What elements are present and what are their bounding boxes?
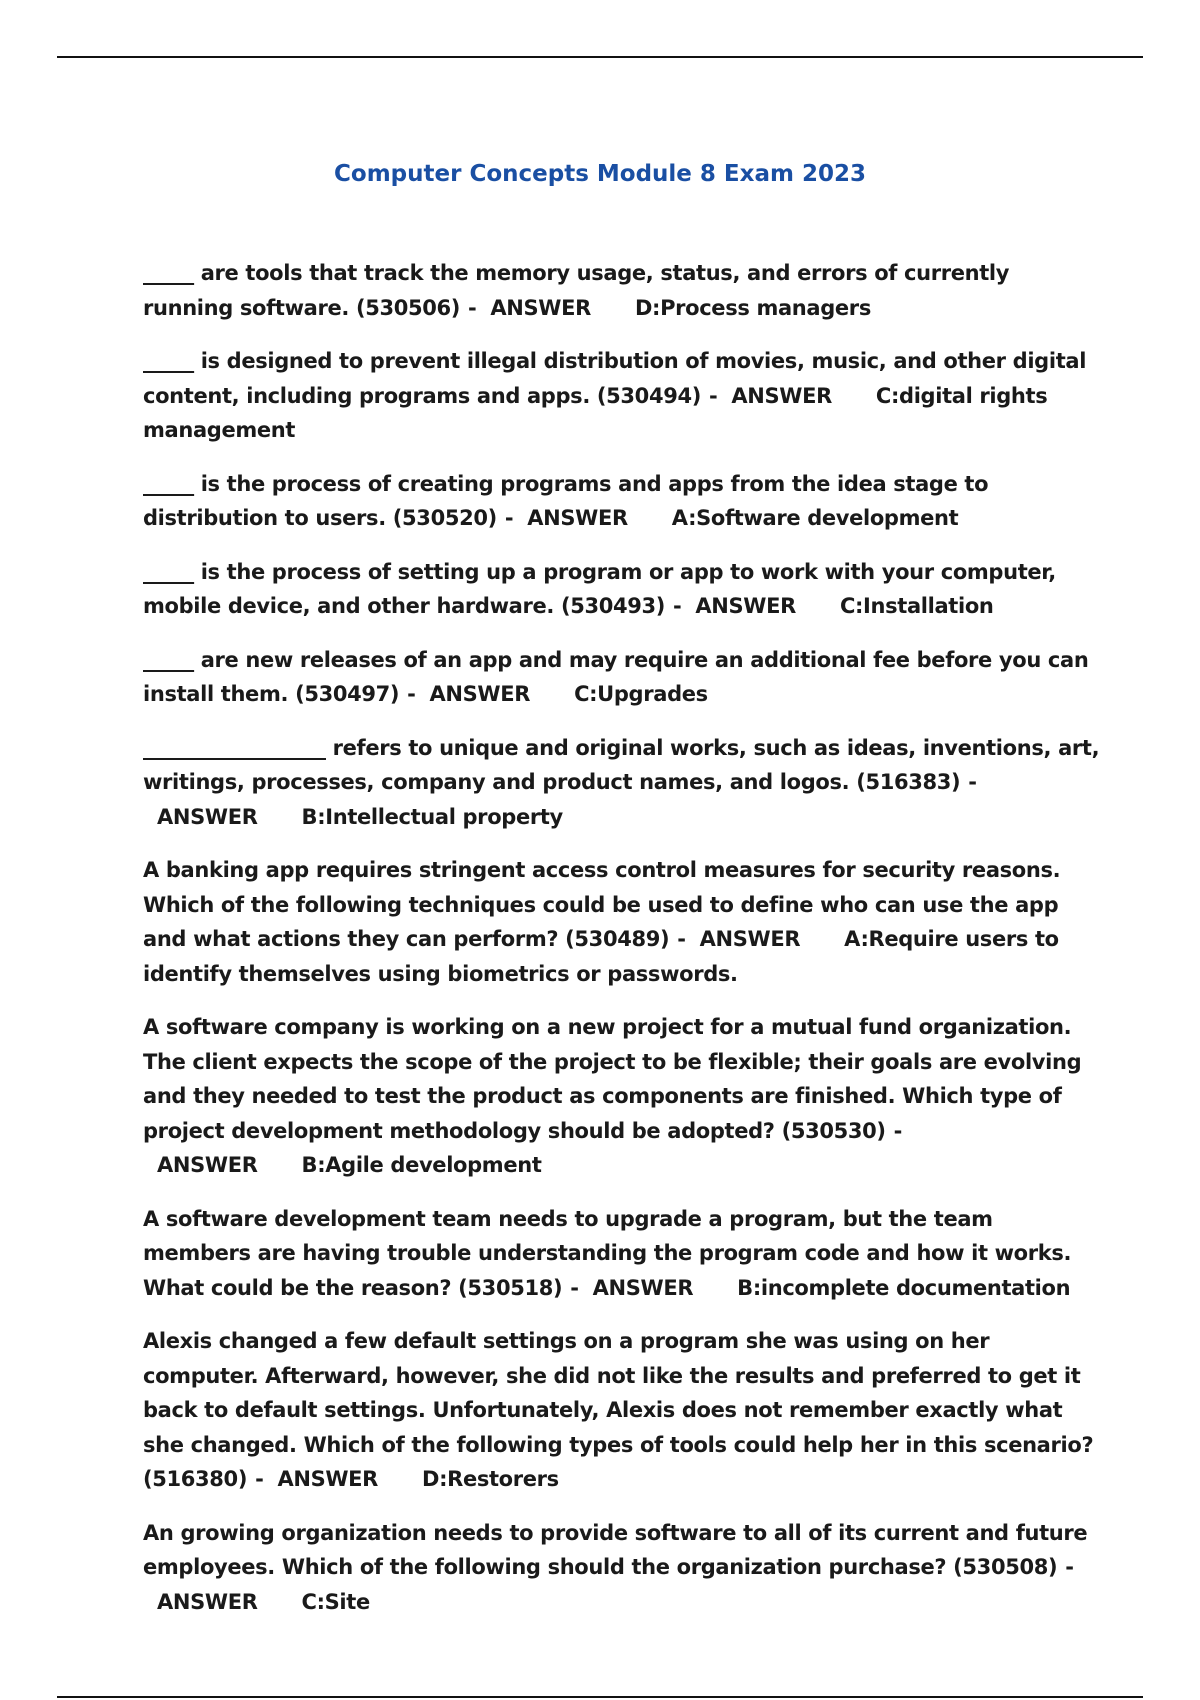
- qa-item: [143, 1202, 1100, 1306]
- answer-label: ANSWER: [157, 804, 258, 829]
- separator: -: [255, 1467, 264, 1491]
- qa-item: [143, 467, 1100, 536]
- question-text: __________________ refers to unique and original works, such as ideas, inventions, art, writings, processes, company and product names, and logos. (516383): [143, 735, 1100, 794]
- question-text: _____ is the process of setting up a program or app to work with your computer, mobile device, and other hardware. (530493): [143, 559, 1056, 618]
- answer-label: ANSWER: [731, 383, 832, 408]
- answer-label: ANSWER: [157, 1153, 258, 1177]
- question-text: Alexis changed a few default settings on a program she was using on her computer. Afterward, however, she did not like the results and preferred to get it back to default settings. Unfortunately, Alexis does not remember exactly what she changed. Which of the following types of tools could help her in this scenario? (516380): [143, 1329, 1094, 1491]
- answer-text: C:Installation: [839, 594, 994, 618]
- answer-text: D:Restorers: [422, 1467, 559, 1491]
- separator: -: [673, 594, 682, 618]
- qa-item: [143, 555, 1100, 624]
- qa-item: [143, 643, 1100, 712]
- answer-text: C:Site: [301, 1589, 370, 1614]
- qa-item: [143, 1010, 1100, 1183]
- separator: -: [407, 682, 416, 706]
- question-text: A software company is working on a new project for a mutual fund organization. The client expects the scope of the project to be flexible; their goals are evolving and they needed to test the product as components are finished. Which type of project development methodology should be adopted? (530530): [143, 1015, 1082, 1143]
- qa-item: [143, 853, 1100, 991]
- answer-text: B:Agile development: [301, 1153, 542, 1177]
- answer-text: A:Require users to identify themselves using biometrics or passwords.: [143, 927, 1059, 986]
- answer-text: A:Software development: [671, 506, 959, 530]
- question-text: A software development team needs to upgrade a program, but the team members are having trouble understanding the program code and how it works. What could be the reason? (530518): [143, 1206, 1072, 1300]
- question-text: An growing organization needs to provide software to all of its current and future employees. Which of the following should the organization purchase? (530508): [143, 1520, 1088, 1579]
- qa-item: [143, 1324, 1100, 1497]
- question-text: A banking app requires stringent access control measures for security reasons. Which of the following techniques could be used to define who can use the app and what actions they can perform? (530489): [143, 858, 1061, 951]
- question-text: _____ are tools that track the memory usage, status, and errors of currently running software. (530506): [143, 261, 1010, 320]
- bottom-rule: [57, 1696, 1143, 1698]
- separator: -: [708, 383, 718, 408]
- qa-item: [143, 731, 1100, 835]
- qa-item: [143, 256, 1100, 325]
- top-rule: [57, 56, 1143, 58]
- qa-item: [143, 1516, 1100, 1620]
- question-text: _____ are new releases of an app and may require an additional fee before you can install them. (530497): [143, 647, 1089, 706]
- question-text: _____ is the process of creating programs and apps from the idea stage to distribution to users. (530520): [143, 471, 989, 530]
- separator: -: [968, 770, 977, 794]
- answer-label: ANSWER: [527, 506, 628, 530]
- separator: -: [893, 1118, 903, 1143]
- answer-text: B:Intellectual property: [301, 804, 563, 829]
- separator: -: [1065, 1555, 1074, 1579]
- separator: -: [468, 295, 477, 320]
- document-title: Computer Concepts Module 8 Exam 2023: [334, 161, 866, 188]
- answer-text: B:incomplete documentation: [737, 1275, 1071, 1300]
- separator: -: [570, 1275, 579, 1300]
- answer-text: C:digital rights management: [143, 383, 1048, 442]
- answer-label: ANSWER: [592, 1275, 694, 1300]
- answer-label: ANSWER: [157, 1589, 258, 1614]
- answer-label: ANSWER: [699, 927, 801, 951]
- answer-label: ANSWER: [490, 295, 591, 320]
- answer-label: ANSWER: [429, 682, 531, 706]
- question-list: [143, 256, 1100, 1638]
- answer-text: D:Process managers: [634, 295, 871, 320]
- answer-label: ANSWER: [277, 1467, 378, 1491]
- question-text: _____ is designed to prevent illegal distribution of movies, music, and other digital content, including programs and apps. (530494): [143, 349, 1087, 408]
- separator: -: [677, 927, 686, 951]
- answer-label: ANSWER: [695, 594, 796, 618]
- separator: -: [504, 506, 514, 530]
- answer-text: C:Upgrades: [574, 682, 708, 706]
- qa-item: [143, 344, 1100, 448]
